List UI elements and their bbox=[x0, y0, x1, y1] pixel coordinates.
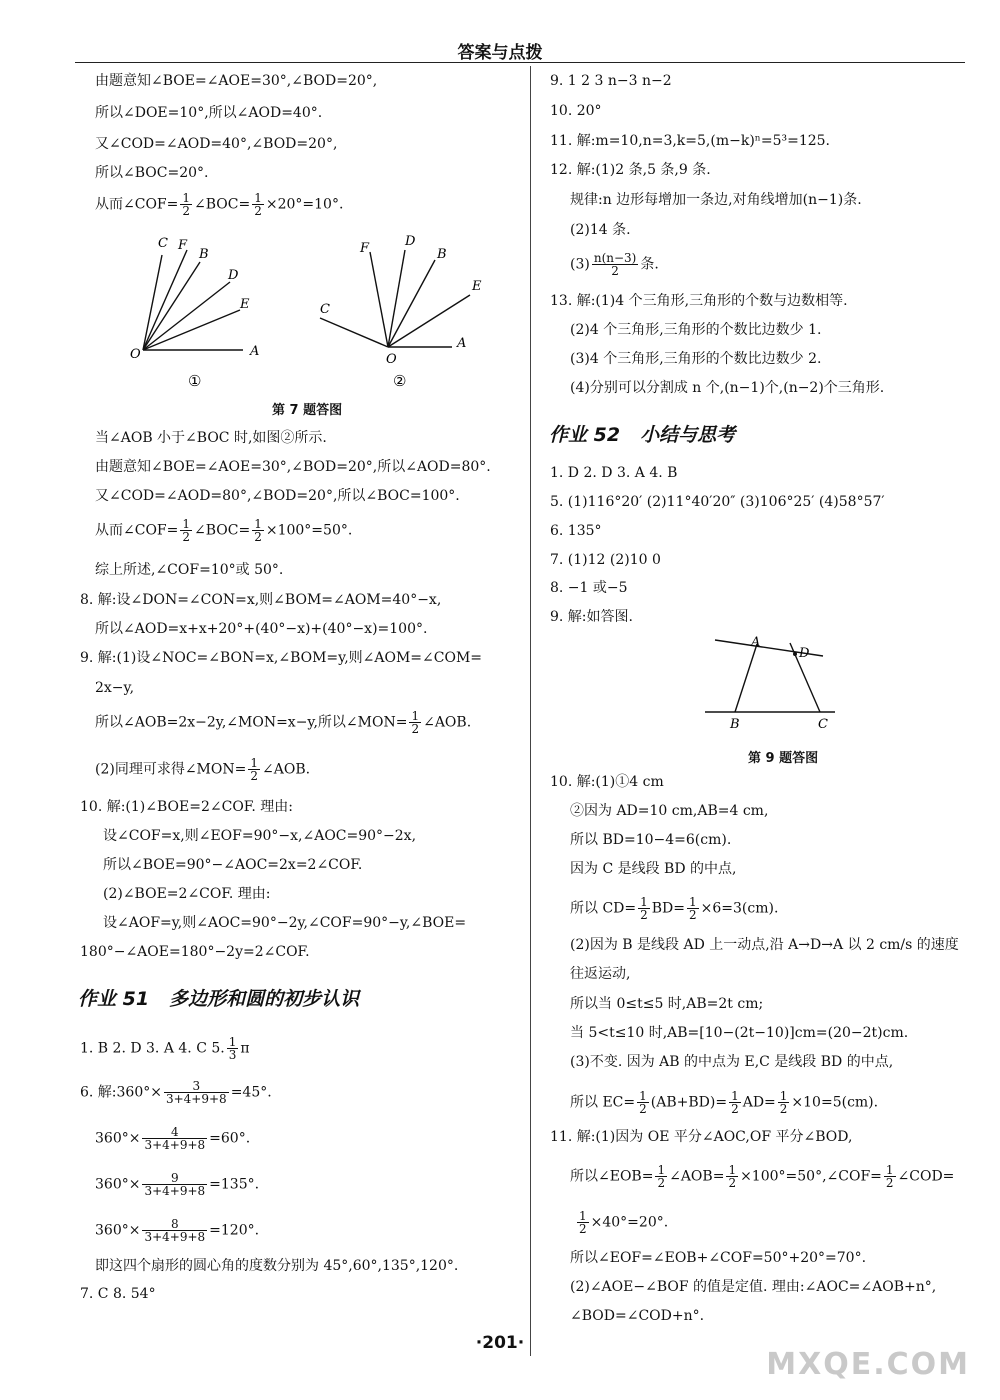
text-line: 即这四个扇形的圆心角的度数分别为 45°,60°,135°,120°. bbox=[95, 1258, 459, 1274]
page-header-title: 答案与点拨 bbox=[457, 43, 543, 63]
text-line: 当 5<t≤10 时,AB=[10−(2t−10)]cm=(20−2t)cm. bbox=[570, 1025, 909, 1041]
point-label: O bbox=[130, 347, 141, 362]
fraction bbox=[884, 1164, 896, 1189]
denominator: 2 bbox=[182, 530, 191, 544]
text: ×100°=50°. bbox=[265, 522, 353, 539]
text-line: (3)不变. 因为 AB 的中点为 E,C 是线段 BD 的中点, bbox=[570, 1054, 894, 1070]
formula-line bbox=[95, 710, 471, 735]
point-label: E bbox=[472, 279, 482, 294]
text-line: 设∠COF=x,则∠EOF=90°−x,∠AOC=90°−2x, bbox=[103, 828, 417, 844]
fraction bbox=[409, 710, 421, 735]
denominator: 3+4+9+8 bbox=[144, 1230, 206, 1244]
formula-line bbox=[80, 1036, 250, 1061]
figure-7-angle-diagrams bbox=[100, 230, 500, 395]
fraction bbox=[592, 252, 639, 277]
numerator: 1 bbox=[228, 1035, 237, 1049]
text: 条. bbox=[640, 256, 659, 273]
text-line: 又∠COD=∠AOD=80°,∠BOD=20°,所以∠BOC=100°. bbox=[95, 488, 460, 504]
numerator: 1 bbox=[182, 517, 191, 531]
numerator: 3 bbox=[164, 1080, 229, 1093]
text-line: 所以∠EOF=∠EOB+∠COF=50°+20°=70°. bbox=[570, 1250, 867, 1266]
point-label: D bbox=[405, 234, 416, 249]
text: ×20°=10°. bbox=[265, 196, 344, 213]
text-line: 5. (1)116°20′ (2)11°40′20″ (3)106°25′ (4)58°57′ bbox=[550, 494, 885, 510]
text-line: 当∠AOB 小于∠BOC 时,如图②所示. bbox=[95, 430, 327, 446]
ray-oc bbox=[320, 318, 388, 347]
segment-ab bbox=[735, 644, 757, 712]
text: (2)同理可求得∠MON= bbox=[95, 761, 247, 778]
formula-line bbox=[95, 518, 352, 543]
text-line: (2)∠BOE=2∠COF. 理由: bbox=[103, 886, 271, 902]
numerator: 1 bbox=[254, 517, 262, 531]
point-label: O bbox=[386, 352, 397, 367]
denominator: 2 bbox=[639, 1102, 647, 1116]
numerator: 1 bbox=[639, 1089, 647, 1103]
text: =120°. bbox=[209, 1222, 260, 1239]
column-divider bbox=[530, 66, 531, 1356]
text-line: 180°−∠AOE=180°−2y=2∠COF. bbox=[80, 944, 310, 960]
denominator: 2 bbox=[182, 204, 191, 218]
numerator: 1 bbox=[657, 1163, 666, 1177]
fraction bbox=[180, 192, 192, 217]
numerator: 1 bbox=[411, 709, 420, 723]
figure-9-caption: 第 9 题答图 bbox=[748, 751, 819, 766]
text-line: 8. −1 或−5 bbox=[550, 580, 628, 596]
point-label: D bbox=[228, 268, 239, 283]
text-line: (2)因为 B 是线段 AD 上一动点,沿 A→D→A 以 2 cm/s 的速度 bbox=[570, 937, 959, 953]
point-label: A bbox=[751, 635, 761, 650]
text: 所以 CD= bbox=[570, 900, 637, 917]
text: (3) bbox=[570, 256, 590, 273]
ray-od bbox=[143, 282, 230, 350]
numerator: 9 bbox=[142, 1172, 207, 1185]
text-line: (4)分别可以分割成 n 个,(n−1)个,(n−2)个三角形. bbox=[570, 380, 885, 396]
text-line: 6. 135° bbox=[550, 523, 602, 539]
numerator: 1 bbox=[885, 1163, 894, 1177]
text-line: 10. 解:(1)∠BOE=2∠COF. 理由: bbox=[80, 799, 293, 815]
figure-number: ② bbox=[393, 372, 407, 390]
section-heading-hw51 bbox=[78, 984, 359, 1011]
fraction bbox=[180, 518, 192, 543]
ray-of bbox=[370, 252, 388, 347]
section-label: 作业 52 bbox=[549, 424, 621, 446]
numerator: 1 bbox=[579, 1209, 587, 1223]
formula-line bbox=[95, 1172, 259, 1197]
text: AD= bbox=[742, 1094, 776, 1111]
text: 360°× bbox=[95, 1130, 141, 1147]
point-label: F bbox=[178, 238, 188, 253]
text: 所以 EC= bbox=[570, 1094, 636, 1111]
fraction bbox=[726, 1164, 738, 1189]
text-line: 规律:n 边形每增加一条边,对角线增加(n−1)条. bbox=[570, 192, 862, 208]
text: =45°. bbox=[230, 1084, 272, 1101]
point-label: C bbox=[320, 302, 330, 317]
text-line: ∠BOD=∠COD+n°. bbox=[570, 1308, 705, 1324]
numerator: 1 bbox=[182, 191, 191, 205]
text-line: ②因为 AD=10 cm,AB=4 cm, bbox=[570, 803, 769, 819]
text-line: 所以∠DOE=10°,所以∠AOD=40°. bbox=[95, 105, 323, 121]
fraction bbox=[142, 1172, 207, 1197]
denominator: 2 bbox=[611, 264, 619, 278]
text-line: 11. 解:(1)因为 OE 平分∠AOC,OF 平分∠BOD, bbox=[550, 1129, 853, 1145]
text-line: 所以∠AOD=x+x+20°+(40°−x)+(40°−x)=100°. bbox=[95, 621, 428, 637]
text-line: (2)4 个三角形,三角形的个数比边数少 1. bbox=[570, 322, 822, 338]
fraction bbox=[252, 518, 264, 543]
fraction bbox=[142, 1126, 207, 1151]
section-title: 小结与思考 bbox=[640, 424, 736, 446]
denominator: 3+4+9+8 bbox=[144, 1184, 206, 1198]
fraction bbox=[638, 896, 650, 921]
text: 从而∠COF= bbox=[95, 196, 179, 213]
numerator: 1 bbox=[731, 1089, 739, 1103]
denominator: 2 bbox=[689, 908, 697, 922]
denominator: 2 bbox=[731, 1102, 739, 1116]
numerator: 1 bbox=[689, 895, 697, 909]
text-line: 所以当 0≤t≤5 时,AB=2t cm; bbox=[570, 996, 764, 1012]
text-line: 7. (1)12 (2)10 0 bbox=[550, 552, 661, 568]
text-line: 综上所述,∠COF=10°或 50°. bbox=[95, 562, 284, 578]
section-label: 作业 51 bbox=[78, 988, 150, 1010]
text-line: 往返运动, bbox=[570, 966, 631, 982]
text-line: 所以 BD=10−4=6(cm). bbox=[570, 832, 732, 848]
point-label: B bbox=[437, 247, 447, 262]
text: ∠AOB. bbox=[262, 761, 311, 778]
watermark-logo: MXQE.COM bbox=[766, 1347, 970, 1382]
text: ∠BOC= bbox=[194, 196, 251, 213]
denominator: 2 bbox=[579, 1222, 587, 1236]
formula-line bbox=[570, 1090, 878, 1115]
text: ∠AOB. bbox=[423, 714, 472, 731]
text: 360°× bbox=[95, 1176, 141, 1193]
numerator: 1 bbox=[254, 191, 262, 205]
fraction bbox=[248, 757, 260, 782]
text-line: 7. C 8. 54° bbox=[80, 1286, 156, 1302]
denominator: 2 bbox=[411, 722, 420, 736]
text: (AB+BD)= bbox=[650, 1094, 728, 1111]
text: 6. 解:360°× bbox=[80, 1084, 162, 1101]
point-label: C bbox=[158, 236, 168, 251]
point-label: B bbox=[199, 247, 209, 262]
text-line: 由题意知∠BOE=∠AOE=30°,∠BOD=20°, bbox=[95, 73, 378, 89]
page-number: ·201· bbox=[475, 1333, 525, 1353]
text-line: (2)14 条. bbox=[570, 222, 631, 238]
fraction bbox=[164, 1080, 229, 1105]
text: π bbox=[240, 1040, 250, 1057]
text: 所以∠EOB= bbox=[570, 1168, 654, 1185]
text-line: 因为 C 是线段 BD 的中点, bbox=[570, 861, 737, 877]
text-line: 12. 解:(1)2 条,5 条,9 条. bbox=[550, 162, 711, 178]
denominator: 2 bbox=[250, 769, 258, 783]
numerator: 4 bbox=[142, 1126, 207, 1139]
point-label: A bbox=[250, 344, 260, 359]
point-label: E bbox=[240, 297, 250, 312]
text: 1. B 2. D 3. A 4. C 5. bbox=[80, 1040, 225, 1057]
fraction bbox=[227, 1036, 239, 1061]
denominator: 2 bbox=[657, 1176, 666, 1190]
fraction bbox=[729, 1090, 741, 1115]
denominator: 2 bbox=[885, 1176, 894, 1190]
formula-line bbox=[570, 896, 778, 921]
text-line: (2)∠AOE−∠BOF 的值是定值. 理由:∠AOC=∠AOB+n°, bbox=[570, 1279, 937, 1295]
text-line: 所以∠BOE=90°−∠AOC=2x=2∠COF. bbox=[103, 857, 363, 873]
formula-line bbox=[95, 1126, 250, 1151]
text: ∠BOC= bbox=[194, 522, 251, 539]
denominator: 2 bbox=[254, 530, 262, 544]
figure-7-caption: 第 7 题答图 bbox=[272, 403, 343, 418]
text-line: 由题意知∠BOE=∠AOE=30°,∠BOD=20°,所以∠AOD=80°. bbox=[95, 459, 491, 475]
text-line: 9. 解:(1)设∠NOC=∠BON=x,∠BOM=y,则∠AOM=∠COM= bbox=[80, 650, 483, 666]
header-rule bbox=[75, 62, 965, 63]
text-line: 8. 解:设∠DON=∠CON=x,则∠BOM=∠AOM=40°−x, bbox=[80, 592, 442, 608]
text-line: (3)4 个三角形,三角形的个数比边数少 2. bbox=[570, 351, 822, 367]
text: BD= bbox=[651, 900, 686, 917]
text: 360°× bbox=[95, 1222, 141, 1239]
numerator: 1 bbox=[779, 1089, 788, 1103]
denominator: 2 bbox=[254, 204, 262, 218]
text-line: 10. 解:(1)①4 cm bbox=[550, 774, 664, 790]
text: 所以∠AOB=2x−2y,∠MON=x−y,所以∠MON= bbox=[95, 714, 408, 731]
text: =60°. bbox=[209, 1130, 251, 1147]
denominator: 2 bbox=[728, 1176, 737, 1190]
fraction bbox=[577, 1210, 589, 1235]
figure-number: ① bbox=[188, 372, 202, 390]
fraction bbox=[142, 1218, 207, 1243]
text-line: 10. 20° bbox=[550, 103, 602, 119]
text: ×6=3(cm). bbox=[700, 900, 779, 917]
text: ×10=5(cm). bbox=[791, 1094, 879, 1111]
denominator: 3 bbox=[228, 1048, 237, 1062]
formula-line bbox=[95, 192, 343, 217]
fraction bbox=[637, 1090, 649, 1115]
point-label: C bbox=[818, 717, 828, 732]
numerator: 1 bbox=[250, 756, 258, 770]
formula-line bbox=[80, 1080, 272, 1105]
text-line: 设∠AOF=y,则∠AOC=90°−2y,∠COF=90°−y,∠BOE= bbox=[103, 915, 467, 931]
numerator: 1 bbox=[728, 1163, 737, 1177]
figure-9-quadrilateral bbox=[695, 628, 855, 738]
fraction bbox=[655, 1164, 667, 1189]
formula-line bbox=[575, 1210, 668, 1235]
denominator: 3+4+9+8 bbox=[165, 1092, 227, 1106]
text: ∠COD= bbox=[897, 1168, 955, 1185]
formula-line bbox=[95, 1218, 259, 1243]
point-label: D bbox=[799, 646, 810, 661]
denominator: 3+4+9+8 bbox=[144, 1138, 206, 1152]
text: ×40°=20°. bbox=[590, 1214, 669, 1231]
text-line: 9. 1 2 3 n−3 n−2 bbox=[550, 73, 672, 89]
text-line: 2x−y, bbox=[95, 680, 135, 696]
text-line: 9. 解:如答图. bbox=[550, 609, 633, 625]
text-line: 所以∠BOC=20°. bbox=[95, 165, 209, 181]
text-line: 1. D 2. D 3. A 4. B bbox=[550, 465, 678, 481]
formula-line bbox=[570, 252, 659, 277]
numerator: 1 bbox=[640, 895, 648, 909]
text: ∠AOB= bbox=[669, 1168, 725, 1185]
point-label: A bbox=[457, 336, 467, 351]
section-heading-hw52 bbox=[549, 420, 735, 447]
text: 从而∠COF= bbox=[95, 522, 179, 539]
text-line: 13. 解:(1)4 个三角形,三角形的个数与边数相等. bbox=[550, 293, 848, 309]
text-line: 又∠COD=∠AOD=40°,∠BOD=20°, bbox=[95, 136, 338, 152]
fraction bbox=[687, 896, 699, 921]
denominator: 2 bbox=[779, 1102, 788, 1116]
point-label: B bbox=[730, 717, 740, 732]
point-label: F bbox=[360, 241, 370, 256]
numerator: n(n−3) bbox=[593, 251, 637, 265]
numerator: 8 bbox=[142, 1218, 207, 1231]
section-title: 多边形和圆的初步认识 bbox=[169, 988, 360, 1010]
text: ×100°=50°,∠COF= bbox=[740, 1168, 882, 1185]
formula-line bbox=[570, 1164, 954, 1189]
text-line: 11. 解:m=10,n=3,k=5,(m−k)ⁿ=5³=125. bbox=[550, 133, 830, 149]
text: =135°. bbox=[209, 1176, 260, 1193]
fraction bbox=[778, 1090, 790, 1115]
formula-line bbox=[95, 757, 310, 782]
point-d-dot bbox=[793, 652, 797, 656]
denominator: 2 bbox=[640, 908, 648, 922]
fraction bbox=[252, 192, 264, 217]
